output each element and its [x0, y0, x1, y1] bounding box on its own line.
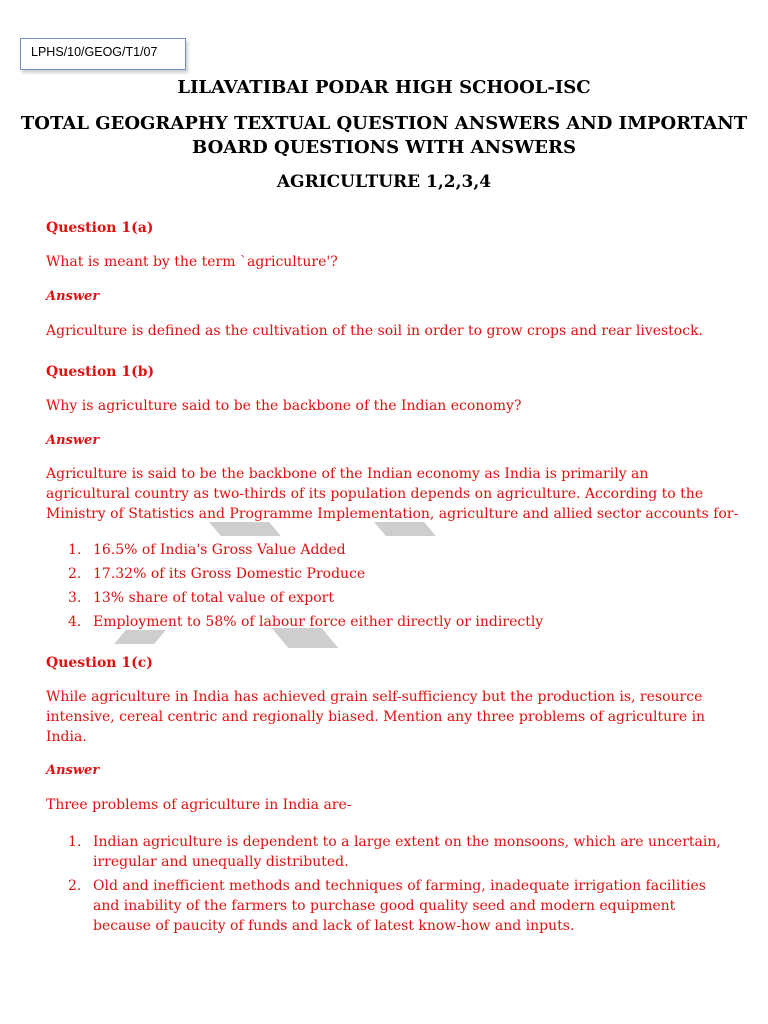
answer-1b-text: Agriculture is said to be the backbone of the Indian economy as India is primarily an agricultural country as two-thirds of its population depends on agriculture. According to the Ministry of Statistics and Programme Implementation, agriculture and allied sector accounts for- [46, 466, 739, 522]
list-item: 2. 17.32% of its Gross Domestic Produce [68, 566, 366, 582]
question-1c-text: While agriculture in India has achieved grain self-sufficiency but the production is, resource intensive, cereal centric and regionally biased. Mention any three problems of agriculture in India. [46, 689, 706, 745]
list-item: 4. Employment to 58% of labour force either directly or indirectly [68, 614, 544, 630]
answer-1a-text: Agriculture is defined as the cultivation of the soil in order to grow crops and rear livestock. [46, 323, 704, 339]
question-1b-label: Question 1(b) [46, 364, 155, 380]
school-name: LILAVATIBAI PODAR HIGH SCHOOL-ISC [177, 77, 591, 98]
answer-1c-list [68, 832, 721, 936]
answer-label: Answer [46, 289, 100, 304]
watermark-stripe [209, 522, 281, 536]
question-1a-text: What is meant by the term `agriculture'? [46, 254, 338, 270]
watermark-stripe [374, 522, 436, 536]
list-item: 1. Indian agriculture is dependent to a large extent on the monsoons, which are uncertain, irregular and unequally distributed. [68, 834, 721, 870]
document-title: TOTAL GEOGRAPHY TEXTUAL QUESTION ANSWERS AND IMPORTANT BOARD QUESTIONS WITH ANSWERS [20, 113, 748, 158]
list-item: 3. 13% share of total value of export [68, 590, 334, 606]
question-1c-label: Question 1(c) [46, 655, 153, 671]
watermark-stripe [114, 630, 166, 644]
list-item: 1. 16.5% of India's Gross Value Added [68, 542, 346, 558]
question-1a-label: Question 1(a) [46, 220, 154, 236]
answer-1c-intro: Three problems of agriculture in India are- [46, 797, 352, 813]
document-code: LPHS/10/GEOG/T1/07 [20, 38, 186, 70]
answer-label: Answer [46, 763, 100, 778]
answer-label: Answer [46, 433, 100, 448]
topic-title: AGRICULTURE 1,2,3,4 [276, 172, 492, 192]
question-1b-text: Why is agriculture said to be the backbone of the Indian economy? [46, 398, 522, 414]
answer-1b-list [68, 540, 543, 632]
list-item: 2. Old and inefficient methods and techniques of farming, inadequate irrigation facilities and inability of the farmers to purchase good quality seed and modern equipment because of paucity of funds and lack of latest know-how and inputs. [68, 878, 706, 934]
